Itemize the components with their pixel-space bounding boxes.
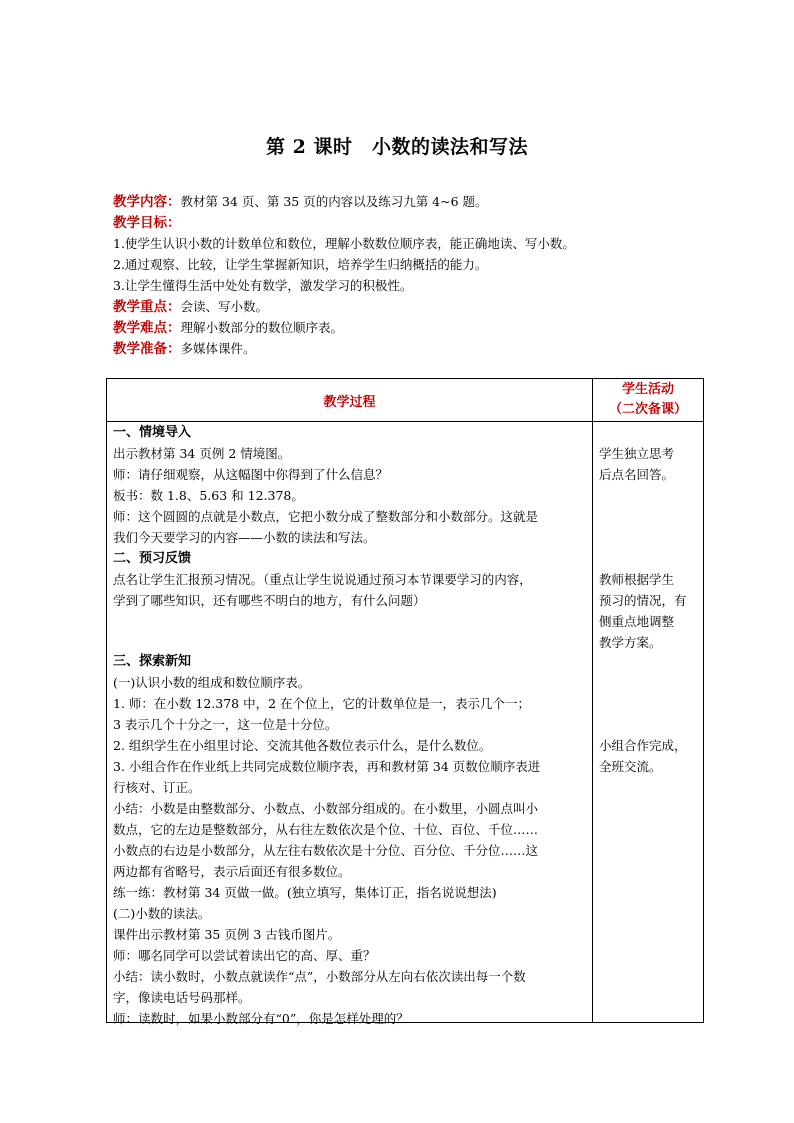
info-text: 会读、写小数。 [180, 299, 269, 314]
activity-line: 教学方案。 [599, 635, 662, 650]
process-line: 行核对、订正。 [113, 780, 201, 795]
info-text: 2.通过观察、比较，让学生掌握新知识，培养学生归纳概括的能力。 [113, 257, 488, 272]
activity-line: 教师根据学生 [599, 572, 675, 587]
info-label: 教学重点： [113, 299, 181, 315]
process-line: 师：这个圆圆的点就是小数点，它把小数分成了整数部分和小数部分。这就是 [113, 509, 539, 524]
process-line: 2. 组织学生在小组里讨论、交流其他各数位表示什么，是什么数位。 [113, 738, 492, 753]
table-header-row [107, 379, 704, 422]
info-text: 多媒体课件。 [180, 341, 256, 356]
activity-line: 侧重点地调整 [599, 614, 675, 629]
process-line: (一)认识小数的组成和数位顺序表。 [113, 675, 311, 690]
process-line: 点名让学生汇报预习情况。（重点让学生说说通过预习本节课要学习的内容， [113, 572, 532, 587]
section-heading: 二、预习反馈 [113, 551, 192, 566]
info-difficulties [113, 317, 703, 338]
activity-line: 后点名回答。 [599, 467, 675, 482]
info-label: 教学难点： [113, 320, 181, 336]
section-heading: 三、探索新知 [113, 654, 192, 669]
lesson-info [113, 191, 703, 359]
process-line: 1. 师：在小数 12.378 中，2 在个位上，它的计数单位是一，表示几个一； [113, 696, 531, 711]
info-label: 教学目标： [113, 215, 181, 231]
process-line: 3. 小组合作在作业纸上共同完成数位顺序表，再和教材第 34 页数位顺序表进 [113, 759, 541, 774]
activity-line: 小组合作完成， [599, 738, 687, 753]
header-student-activity [593, 379, 704, 422]
info-text: 理解小数部分的数位顺序表。 [180, 320, 344, 335]
process-line: 师：哪名同学可以尝试着读出它的高、厚、重？ [113, 948, 376, 963]
info-goal-3 [113, 275, 703, 296]
process-line: 小数点的右边是小数部分，从左往右数依次是十分位、百分位、千分位……这 [113, 843, 539, 858]
process-line: 数点，它的左边是整数部分，从右往左数依次是个位、十位、百位、千位…… [113, 822, 539, 837]
process-line: 我们今天要学习的内容——小数的读法和写法。 [113, 530, 376, 545]
info-goal-1 [113, 233, 703, 254]
activity-line: 学生独立思考 [599, 446, 675, 461]
page-title: 第 2 课时 小数的读法和写法 [266, 136, 528, 158]
table-body-row [107, 422, 704, 1023]
student-activity-cell [593, 422, 704, 1023]
activity-line: 预习的情况，有 [599, 593, 687, 608]
info-teaching-goals [113, 212, 703, 233]
header-side-line-1: 学生活动 [621, 382, 674, 397]
process-line: 3 表示几个十分之一，这一位是十分位。 [113, 717, 338, 732]
info-key-points [113, 296, 703, 317]
info-label: 教学内容： [113, 194, 181, 210]
teaching-process-cell [107, 422, 593, 1026]
header-teaching-process: 教学过程 [107, 379, 593, 422]
process-line: 师：请仔细观察，从这幅图中你得到了什么信息？ [113, 467, 389, 482]
process-line: 课件出示教材第 35 页例 3 古钱币图片。 [113, 927, 341, 942]
process-line: 学到了哪些知识，还有哪些不明白的地方，有什么问题） [113, 593, 426, 608]
info-preparation [113, 338, 703, 359]
section-heading: 一、情境导入 [113, 425, 192, 440]
process-line: 小结：小数是由整数部分、小数点、小数部分组成的。在小数里，小圆点叫小 [113, 801, 539, 816]
info-label: 教学准备： [113, 341, 181, 357]
process-line: (二)小数的读法。 [113, 906, 211, 921]
process-line: 练一练：教材第 34 页做一做。(独立填写，集体订正，指名说说想法) [113, 885, 497, 900]
activity-line: 全班交流。 [599, 759, 662, 774]
info-goal-2 [113, 254, 703, 275]
teaching-process-table [106, 378, 704, 1026]
header-side-line-2: （二次备课） [608, 402, 687, 417]
info-text: 1.使学生认识小数的计数单位和数位，理解小数数位顺序表，能正确地读、写小数。 [113, 236, 575, 251]
process-line: 师：读数时，如果小数部分有“0”，你是怎样处理的？ [113, 1011, 409, 1026]
process-line: 小结：读小数时，小数点就读作“点”，小数部分从左向右依次读出每一个数 [113, 969, 526, 984]
info-text: 3.让学生懂得生活中处处有数学，激发学习的积极性。 [113, 278, 413, 293]
info-text: 教材第 34 页、第 35 页的内容以及练习九第 4~6 题。 [180, 194, 488, 209]
process-line: 板书：数 1.8、5.63 和 12.378。 [113, 488, 304, 503]
process-line: 两边都有省略号，表示后面还有很多数位。 [113, 864, 351, 879]
process-line: 字，像读电话号码那样。 [113, 990, 251, 1005]
process-line: 出示教材第 34 页例 2 情境图。 [113, 446, 291, 461]
info-teaching-content [113, 191, 703, 212]
